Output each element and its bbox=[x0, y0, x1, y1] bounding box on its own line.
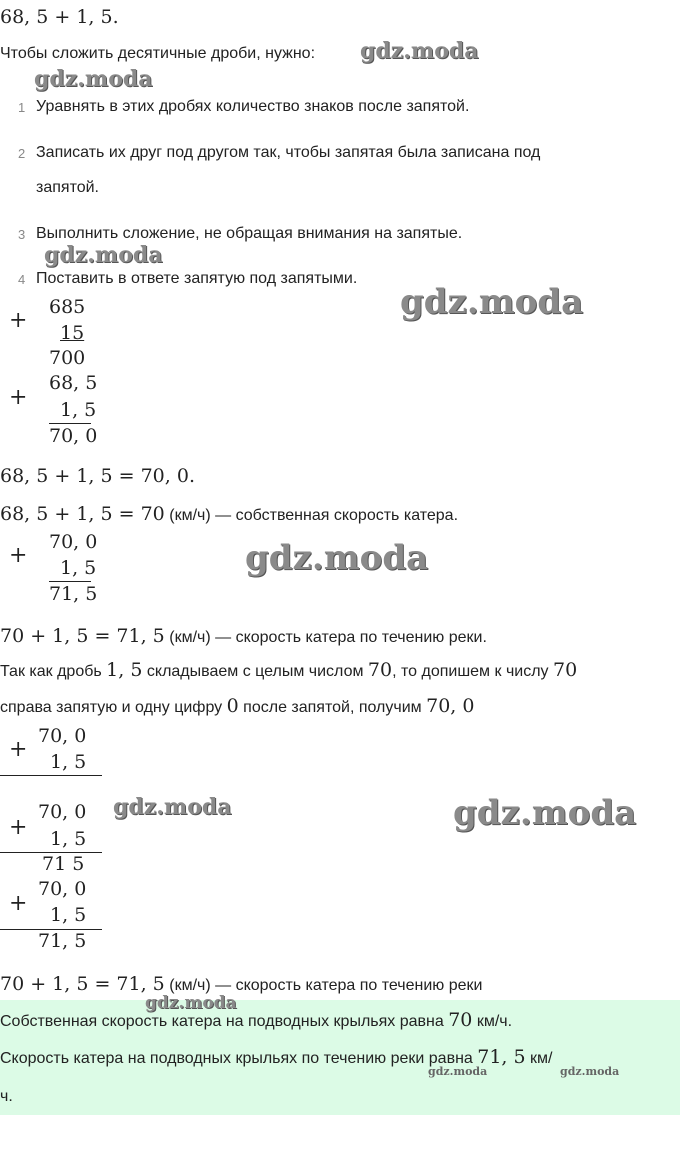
answer-line-1: Собственная скорость катера на подводных крыльях равна 70 км/ч. bbox=[0, 1009, 513, 1031]
addend-2: 1, 5 bbox=[60, 399, 97, 421]
sum: 700 bbox=[49, 347, 86, 369]
step-number: 4 bbox=[18, 272, 26, 287]
plus-sign: + bbox=[9, 308, 28, 333]
intro-text: Чтобы сложить десятичные дроби, нужно: bbox=[0, 45, 316, 62]
result-math: 70 + 1, 5 = 71, 5 bbox=[0, 973, 165, 995]
watermark: gdz.moda bbox=[428, 1065, 488, 1078]
watermark: gdz.moda bbox=[34, 66, 153, 92]
plus-sign: + bbox=[9, 385, 28, 410]
sum-line bbox=[49, 581, 91, 582]
result-downstream-speed bbox=[0, 625, 487, 648]
sum: 70, 0 bbox=[49, 425, 98, 447]
sum: 71, 5 bbox=[49, 583, 98, 605]
watermark: gdz.moda bbox=[113, 794, 232, 820]
result-line: 68, 5 + 1, 5 = 70, 0. bbox=[0, 465, 195, 487]
result-math: 70 + 1, 5 = 71, 5 bbox=[0, 625, 165, 647]
plus-sign: + bbox=[9, 891, 28, 916]
addend-2: 1, 5 bbox=[50, 751, 87, 773]
sum: 71, 5 bbox=[38, 930, 87, 952]
watermark: gdz.moda bbox=[145, 993, 237, 1013]
explanation-line-1: Так как дробь 1, 5 складываем с целым числом 70, то допишем к числу 70 bbox=[0, 659, 578, 681]
explanation-line-2: справа запятую и одну цифру 0 после запятой, получим 70, 0 bbox=[0, 695, 475, 717]
step-number: 1 bbox=[18, 100, 26, 115]
step-text-cont: запятой. bbox=[36, 179, 99, 196]
step-number: 3 bbox=[18, 227, 26, 242]
sum-line bbox=[49, 423, 91, 424]
step-number: 2 bbox=[18, 146, 26, 161]
sum-line bbox=[0, 775, 102, 776]
addend-1: 70, 0 bbox=[38, 801, 87, 823]
result-own-speed bbox=[0, 503, 458, 526]
result-caption: (км/ч) — скорость катера по течению реки. bbox=[169, 629, 487, 646]
answer-line-2: Скорость катера на подводных крыльях по течению реки равна 71, 5 км/ bbox=[0, 1046, 553, 1068]
step-text: Уравнять в этих дробях количество знаков после запятой. bbox=[36, 98, 470, 115]
addend-2: 1, 5 bbox=[50, 904, 87, 926]
addend-2: 1, 5 bbox=[60, 557, 97, 579]
result-math: 68, 5 + 1, 5 = 70 bbox=[0, 503, 165, 525]
step-text: Поставить в ответе запятую под запятыми. bbox=[36, 270, 358, 287]
expression-title: 68, 5 + 1, 5. bbox=[0, 6, 119, 28]
step-text: Выполнить сложение, не обращая внимания на запятые. bbox=[36, 225, 463, 242]
addend-1: 70, 0 bbox=[38, 725, 87, 747]
result-downstream-speed-2 bbox=[0, 973, 482, 996]
plus-sign: + bbox=[9, 737, 28, 762]
watermark: gdz.moda bbox=[400, 282, 584, 322]
result-caption: (км/ч) — собственная скорость катера. bbox=[169, 507, 459, 524]
addend-1: 685 bbox=[49, 296, 86, 318]
answer-line-3: ч. bbox=[0, 1088, 13, 1105]
watermark: gdz.moda bbox=[453, 793, 637, 833]
watermark: gdz.moda bbox=[44, 242, 163, 268]
step-text: Записать их друг под другом так, чтобы запятая была записана под bbox=[36, 144, 541, 161]
watermark: gdz.moda bbox=[360, 38, 479, 64]
sum: 71 5 bbox=[42, 853, 85, 875]
watermark: gdz.moda bbox=[245, 538, 429, 578]
addend-2: 1, 5 bbox=[50, 828, 87, 850]
addend-2: 15 bbox=[60, 322, 85, 344]
plus-sign: + bbox=[9, 543, 28, 568]
watermark: gdz.moda bbox=[560, 1065, 620, 1078]
addend-1: 70, 0 bbox=[38, 878, 87, 900]
plus-sign: + bbox=[9, 815, 28, 840]
addend-1: 68, 5 bbox=[49, 372, 98, 394]
result-caption: (км/ч) — скорость катера по течению реки bbox=[169, 977, 483, 994]
addend-1: 70, 0 bbox=[49, 531, 98, 553]
